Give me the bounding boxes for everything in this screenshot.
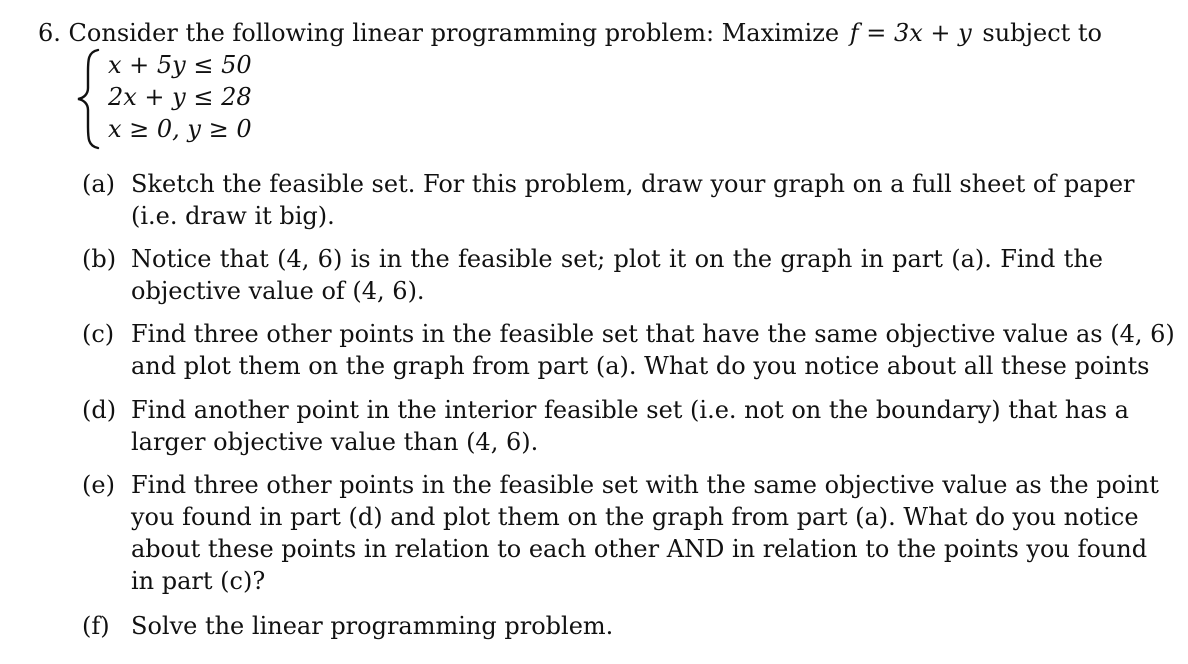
part-f-text <box>131 610 1103 642</box>
part-b-line-2: objective value of (4, 6). <box>131 277 425 305</box>
objective-function: f = 3x + y <box>849 19 972 47</box>
part-d-line-1: Find another point in the interior feasible set (i.e. not on the boundary) that has a <box>131 396 1129 424</box>
part-f-label: (f) <box>82 612 110 640</box>
constraint-1: x + 5y ≤ 50 <box>108 51 252 79</box>
part-d-label: (d) <box>82 396 117 424</box>
part-c-label: (c) <box>82 320 115 348</box>
part-e-line-4: in part (c)? <box>131 567 266 595</box>
part-e-line-2: you found in part (d) and plot them on the graph from part (a). What do you notice <box>131 503 1139 531</box>
subject-to-text: subject to <box>982 19 1102 47</box>
part-d-line-2: larger objective value than (4, 6). <box>131 428 539 456</box>
problem-statement-text: Consider the following linear programming problem: Maximize <box>68 19 840 47</box>
part-a-line-2: (i.e. draw it big). <box>131 202 335 230</box>
problem-intro <box>38 19 839 47</box>
part-b-label: (b) <box>82 245 117 273</box>
part-b-text <box>131 243 1103 307</box>
part-a-line-1: Sketch the feasible set. For this problem, draw your graph on a full sheet of paper <box>131 170 1135 198</box>
constraint-brace <box>74 48 104 150</box>
part-b-line-1: Notice that (4, 6) is in the feasible set; plot it on the graph in part (a). Find the <box>131 245 1103 273</box>
part-e-label: (e) <box>82 471 115 499</box>
part-e-line-3: about these points in relation to each other AND in relation to the points you found <box>131 535 1148 563</box>
part-c-line-2: and plot them on the graph from part (a). What do you notice about all these points <box>131 352 1150 380</box>
part-d-text <box>131 394 1129 458</box>
part-c-line-1: Find three other points in the feasible set that have the same objective value as (4, 6) <box>131 320 1175 348</box>
part-a-label: (a) <box>82 170 116 198</box>
part-c-text <box>131 318 1175 382</box>
part-e-text <box>131 469 1159 597</box>
part-e-line-1: Find three other points in the feasible set with the same objective value as the point <box>131 471 1159 499</box>
problem-number: 6. <box>38 19 61 47</box>
problem-statement <box>38 19 1102 47</box>
constraint-2: 2x + y ≤ 28 <box>108 83 252 111</box>
part-a-text <box>131 168 1135 232</box>
constraint-3: x ≥ 0, y ≥ 0 <box>108 115 252 143</box>
part-f-line-1: Solve the linear programming problem. <box>131 612 614 640</box>
